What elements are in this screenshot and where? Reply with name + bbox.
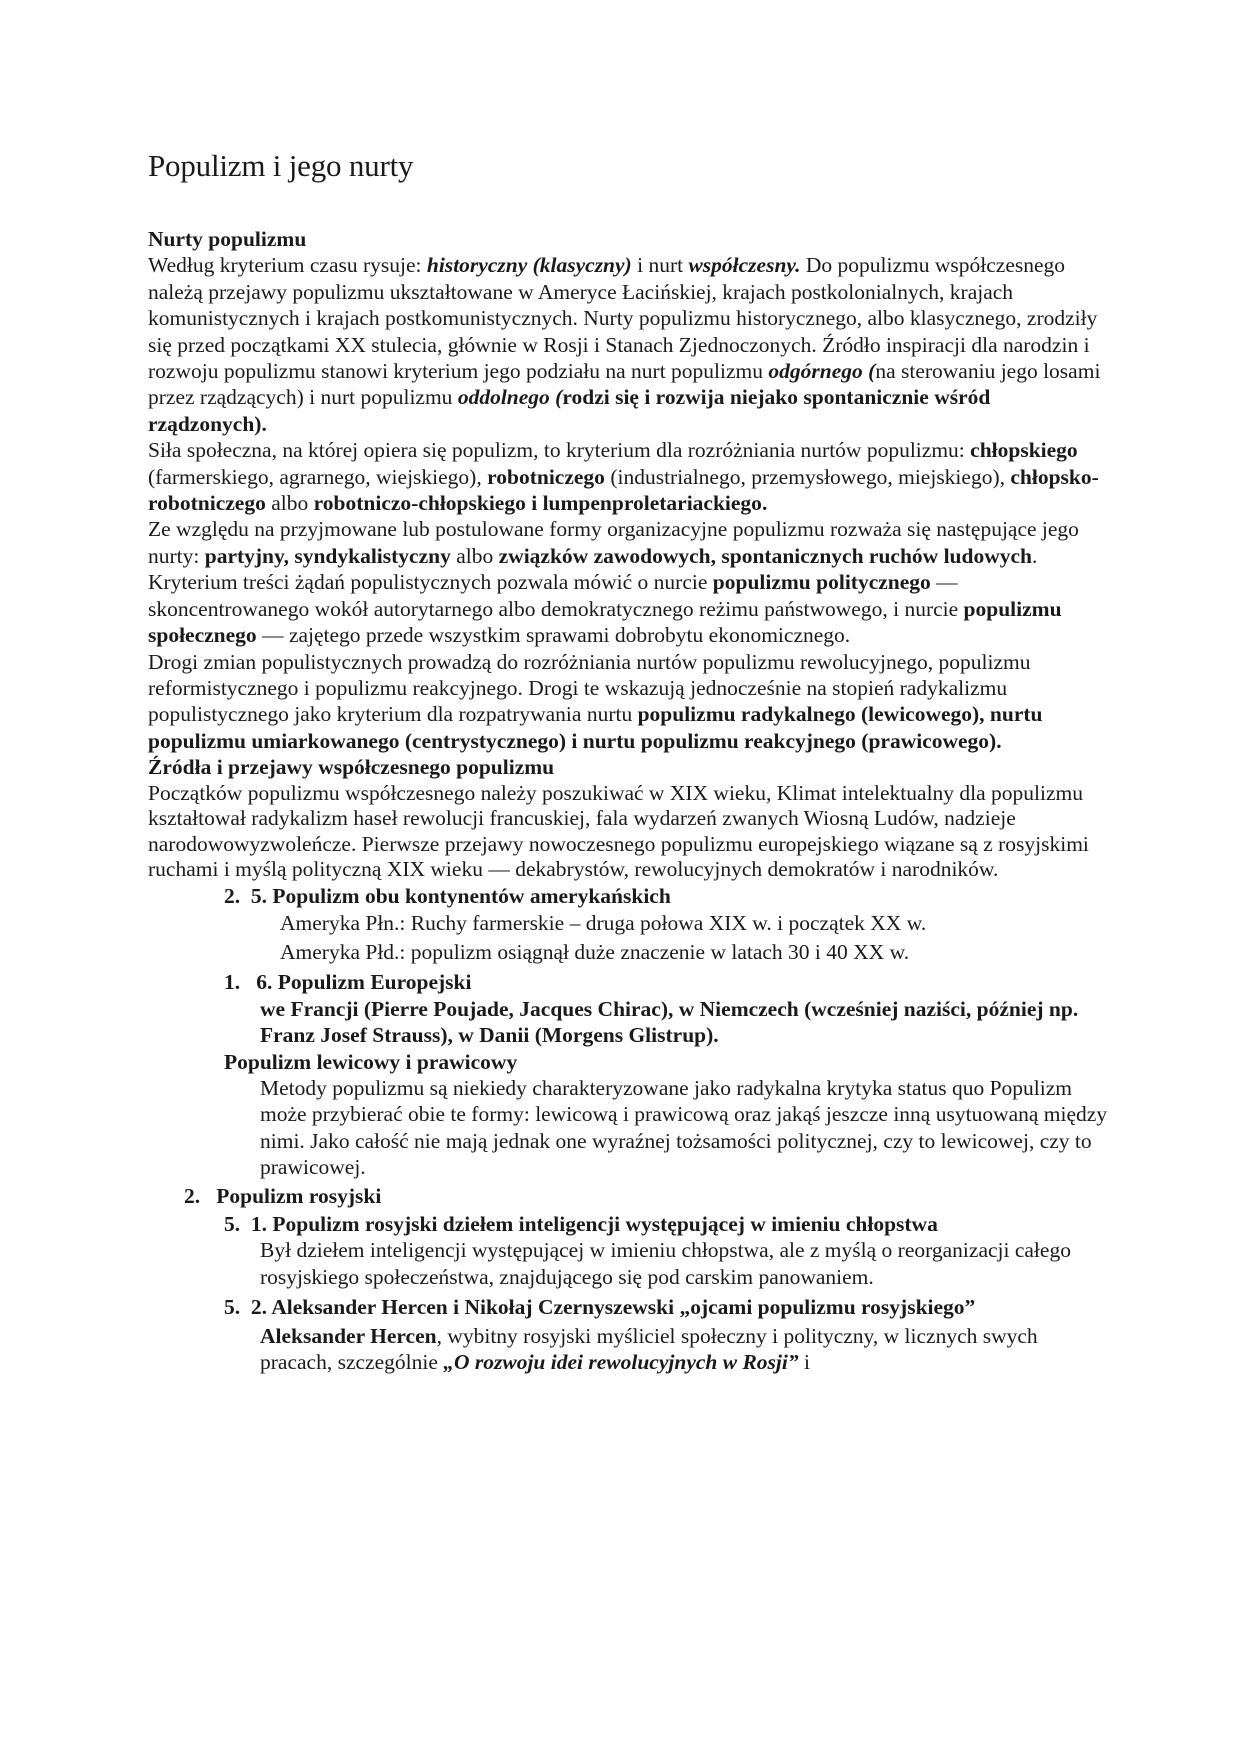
section-heading-nurty: Nurty populizmu <box>148 227 307 251</box>
paragraph-intelligentsia: Był dziełem inteligencji występującej w imieniu chłopstwa, ale z myślą o reorganizacji całego rosyjskiego społeczeństwa, znajdującego się pod carskim panowaniem. <box>260 1238 1071 1289</box>
paragraph-origins: Początków populizmu współczesnego należy poszukiwać w XIX wieku, Klimat intelektualny dla populizmu kształtował radykalizm haseł rewolucji francuskiej, fala wydarzeń zwanych Wiosną Ludów, nadzieje narodowowyzwoleńcze. Pierwsze przejawy nowoczesnego populizmu europejskiego wiązane są z rosyjskimi ruchami i myślą polityczną XIX wieku — dekabrystów, rewolucyjnych demokratów i narodników. <box>148 780 1089 882</box>
list-item-europe-heading: 1. 6. Populizm Europejski <box>224 970 472 995</box>
paragraph-left-right: Metody populizmu są niekiedy charakteryzowane jako radykalna krytyka status quo Populizm może przybierać obie te formy: lewicową i prawicową oraz jakąś jeszcze inną usytuowaną między nimi. Jako całość nie mają jednak one wyraźnej tożsamości politycznej, czy to lewicowej, czy to prawicowej. <box>260 1075 1108 1180</box>
list-item-south-america: Ameryka Płd.: populizm osiągnął duże znaczenie w latach 30 i 40 XX w. <box>280 940 910 965</box>
section-heading-zrodla: Źródła i przejawy współczesnego populizmu <box>148 755 555 780</box>
paragraph-herzen: Aleksander Hercen, wybitny rosyjski myśliciel społeczny i polityczny, w licznych swych pracach, szczególnie „O rozwoju idei rewolucyjnych w Rosji” i <box>260 1323 1038 1374</box>
list-item-intelligentsia-heading: 5. 1. Populizm rosyjski dziełem inteligencji występującej w imieniu chłopstwa <box>224 1211 938 1236</box>
paragraph-europe: we Francji (Pierre Poujade, Jacques Chirac), w Niemczech (wcześniej naziści, później np. Franz Josef Strauss), w Danii (Morgens Glistrup). <box>260 996 1079 1048</box>
list-item-north-america: Ameryka Płn.: Ruchy farmerskie – druga połowa XIX w. i początek XX w. <box>280 911 927 936</box>
list-item-russian-populism: 2. Populizm rosyjski <box>184 1183 382 1208</box>
paragraph-radicalism: Drogi zmian populistycznych prowadzą do rozróżniania nurtów populizmu rewolucyjnego, populizmu reformistycznego i populizmu reakcyjnego. Drogi te wskazują jednocześnie na stopień radykalizmu populistycznego jako kryterium dla rozpatrywania nurtu populizmu radykalnego (lewicowego), nurtu populizmu umiarkowanego (centrystycznego) i nurtu populizmu reakcyjnego (prawicowego). <box>148 649 1043 753</box>
list-item-americas-heading: 2. 5. Populizm obu kontynentów amerykańskich <box>224 883 671 908</box>
subheading-left-right: Populizm lewicowy i prawicowy <box>224 1049 518 1074</box>
paragraph-social-force: Siła społeczna, na której opiera się populizm, to kryterium dla rozróżniania nurtów populizmu: chłopskiego (farmerskiego, agrarnego, wiejskiego), robotniczego (industrialnego, przemysłowego, miejskiego), chłopsko-robotniczego albo robotniczo-chłopskiego i lumpenproletariackiego. <box>148 438 1099 516</box>
paragraph-organization: Ze względu na przyjmowane lub postulowane formy organizacyjne populizmu rozważa się następujące jego nurty: partyjny, syndykalistyczny albo związków zawodowych, spontanicznych ruchów ludowych. <box>148 517 1079 568</box>
page-title: Populizm i jego nurty <box>148 148 414 183</box>
paragraph-demands: Kryterium treści żądań populistycznych pozwala mówić o nurcie populizmu politycznego — skoncentrowanego wokół autorytarnego albo demokratycznego reżimu państwowego, i nurcie populizmu społecznego — zajętego przede wszystkim sprawami dobrobytu ekonomicznego. <box>148 570 1062 648</box>
list-item-herzen-heading: 5. 2. Aleksander Hercen i Nikołaj Czernyszewski „ojcami populizmu rosyjskiego” <box>224 1295 976 1320</box>
document-body <box>148 226 1108 1375</box>
paragraph-time-criterion: Według kryterium czasu rysuje: historyczny (klasyczny) i nurt współczesny. Do populizmu współczesnego należą przejawy populizmu ukształtowane w Ameryce Łacińskiej, krajach postkolonialnych, krajach komunistycznych i krajach postkomunistycznych. Nurty populizmu historycznego, albo klasycznego, zrodziły się przed początkami XX stulecia, głównie w Rosji i Stanach Zjednoczonych. Źródło inspiracji dla narodzin i rozwoju populizmu stanowi kryterium jego podziału na nurt populizmu odgórnego (na sterowaniu jego losami przez rządzących) i nurt populizmu oddolnego (rodzi się i rozwija niejako spontanicznie wśród rządzonych). <box>148 253 1101 436</box>
